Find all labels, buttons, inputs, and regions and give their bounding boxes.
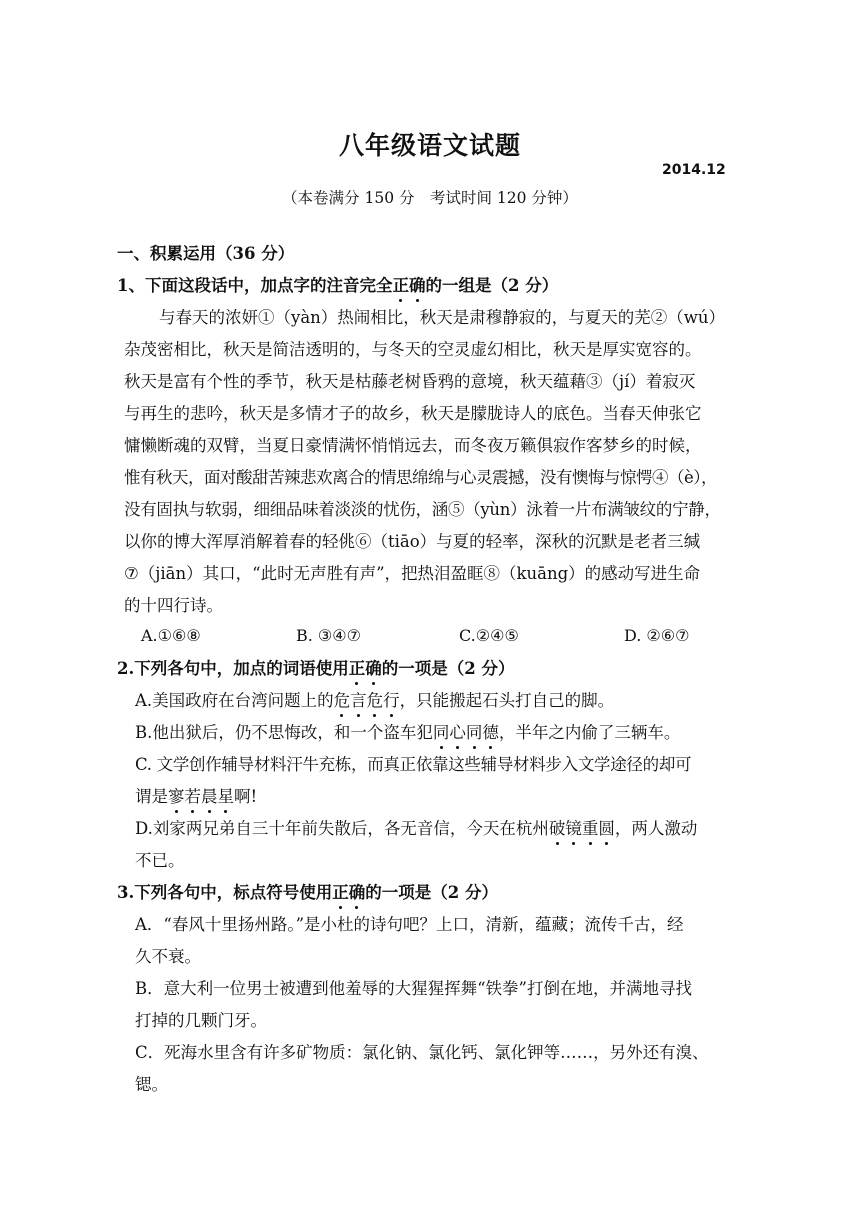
q2-a-text: A.美国政府在台湾问题上的 xyxy=(135,691,334,710)
q3-option-b: B．意大利一位男士被遭到他羞辱的大猩猩挥舞“铁拳”打倒在地，并满地寻找 xyxy=(135,979,692,998)
dotted-char: 镜 xyxy=(565,819,582,838)
dotted-char: 晨 xyxy=(201,787,218,806)
q2-option-d xyxy=(135,818,697,840)
q2-option-b xyxy=(135,722,680,744)
q3-option-c-cont: 锶。 xyxy=(135,1075,168,1094)
passage-line: 慵懒断魂的双臂，当夏日豪情满怀悄悄远去，而冬夜万籁俱寂作客梦乡的时候， xyxy=(124,436,702,455)
question-1-stem xyxy=(117,275,558,297)
q2-a-dotted xyxy=(334,691,400,710)
q3-option-c: C．死海水里含有许多矿物质：氯化钠、氯化钙、氯化钾等……，另外还有溴、 xyxy=(135,1043,709,1062)
option-a: A.①⑥⑧ xyxy=(141,626,201,645)
q3-option-a-cont: 久不衰。 xyxy=(135,947,201,966)
dotted-char: 行 xyxy=(383,691,400,710)
exam-date: 2014.12 xyxy=(662,162,726,178)
dotted-char: 正 xyxy=(348,659,366,678)
q2-d-text-end: ，两人激动 xyxy=(614,819,698,838)
q2-d-text: D.刘家两兄弟自三十年前失散后，各无音信，今天在杭州 xyxy=(135,819,549,838)
dotted-char: 正 xyxy=(392,276,409,295)
dotted-char: 同 xyxy=(465,723,483,742)
q2-c-text: 谓是 xyxy=(135,787,168,806)
q2-option-d-cont: 不已。 xyxy=(135,851,185,870)
passage-line: 杂茂密相比，秋天是简洁透明的，与冬天的空灵虚幻相比，秋天是厚实宽容的。 xyxy=(124,340,702,359)
dotted-char: 心 xyxy=(449,723,466,742)
dotted-char: 危 xyxy=(366,691,384,710)
passage-line: ⑦（jiān）其口，“此时无声胜有声”，把热泪盈眶⑧（kuāng）的感动写进生命 xyxy=(124,564,701,583)
dotted-char: 破 xyxy=(548,819,566,838)
question-3-stem-post: 的一项是（2 分） xyxy=(365,883,498,902)
section-heading: 一、积累运用（36 分） xyxy=(117,244,295,263)
dotted-char: 圆 xyxy=(598,819,615,838)
option-d: D. ②⑥⑦ xyxy=(624,626,690,645)
dotted-char: 寥 xyxy=(168,787,185,806)
q2-c-dotted xyxy=(168,787,234,806)
q2-b-dotted xyxy=(433,723,499,742)
q2-d-dotted xyxy=(549,819,615,838)
q2-option-c-cont xyxy=(135,786,257,808)
passage-line: 的十四行诗。 xyxy=(124,596,223,615)
question-1-stem-pre: 1、下面这段话中，加点字的注音完全 xyxy=(117,276,393,295)
dotted-char: 确 xyxy=(348,883,366,902)
passage-line: 没有固执与软弱，细细品味着淡淡的忧伤，涵⑤（yùn）泳着一片布满皱纹的宁静， xyxy=(124,500,721,519)
dotted-char: 星 xyxy=(217,787,234,806)
question-3-stem-pre: 3.下列各句中，标点符号使用 xyxy=(117,883,333,902)
passage-line: 秋天是富有个性的季节，秋天是枯藤老树昏鸦的意境，秋天蕴藉③（jí）着寂灭 xyxy=(124,372,696,391)
q2-option-c: C. 文学创作辅导材料汗牛充栋，而真正依靠这些辅导材料步入文学途径的却可 xyxy=(135,755,692,774)
q2-b-text-end: ，半年之内偷了三辆车。 xyxy=(498,723,681,742)
q3-option-b-cont: 打掉的几颗门牙。 xyxy=(135,1011,267,1030)
question-2-stem-pre: 2.下列各句中，加点的词语使用 xyxy=(117,659,349,678)
q2-b-text: B.他出狱后，仍不思悔改，和一个盗车犯 xyxy=(135,723,433,742)
page-title: 八年级语文试题 xyxy=(338,131,521,160)
dotted-char: 言 xyxy=(350,691,367,710)
q2-a-text-end: ，只能搬起石头打自己的脚。 xyxy=(399,691,615,710)
question-2-stem xyxy=(117,658,514,680)
dotted-char: 若 xyxy=(184,787,201,806)
dotted-char: 正 xyxy=(332,883,349,902)
passage-line: 与春天的浓妍①（yàn）热闹相比，秋天是肃穆静寂的，与夏天的芜②（wú） xyxy=(159,308,726,327)
dotted-char: 确 xyxy=(365,659,382,678)
option-b: B. ③④⑦ xyxy=(296,626,361,645)
dotted-char: 同 xyxy=(432,723,450,742)
q2-option-a xyxy=(135,690,614,712)
dotted-char: 重 xyxy=(581,819,599,838)
q2-c-text-end: 啊! xyxy=(234,787,258,806)
passage-line: 与再生的悲吟，秋天是多情才子的故乡，秋天是朦胧诗人的底色。当春天伸张它 xyxy=(124,404,702,423)
dotted-char: 德 xyxy=(482,723,499,742)
q3-option-a: A．“春风十里扬州路。”是小杜的诗句吧？上口，清新，蕴藏；流传千古，经 xyxy=(135,915,684,934)
question-1-stem-post: 的一组是（2 分） xyxy=(425,276,559,295)
exam-subtitle: （本卷满分 150 分 考试时间 120 分钟） xyxy=(282,189,578,207)
passage-line: 惟有秋天，面对酸甜苦辣悲欢离合的情思绵绵与心灵震撼，没有懊悔与惊愕④（è）， xyxy=(124,468,718,487)
passage-line: 以你的博大浑厚消解着春的轻佻⑥（tiāo）与夏的轻率，深秋的沉默是老者三缄 xyxy=(124,532,701,551)
dotted-char: 确 xyxy=(408,276,426,295)
question-3-stem xyxy=(117,882,498,904)
question-2-stem-post: 的一项是（2 分） xyxy=(381,659,515,678)
option-c: C.②④⑤ xyxy=(459,626,519,645)
dotted-char: 危 xyxy=(333,691,351,710)
